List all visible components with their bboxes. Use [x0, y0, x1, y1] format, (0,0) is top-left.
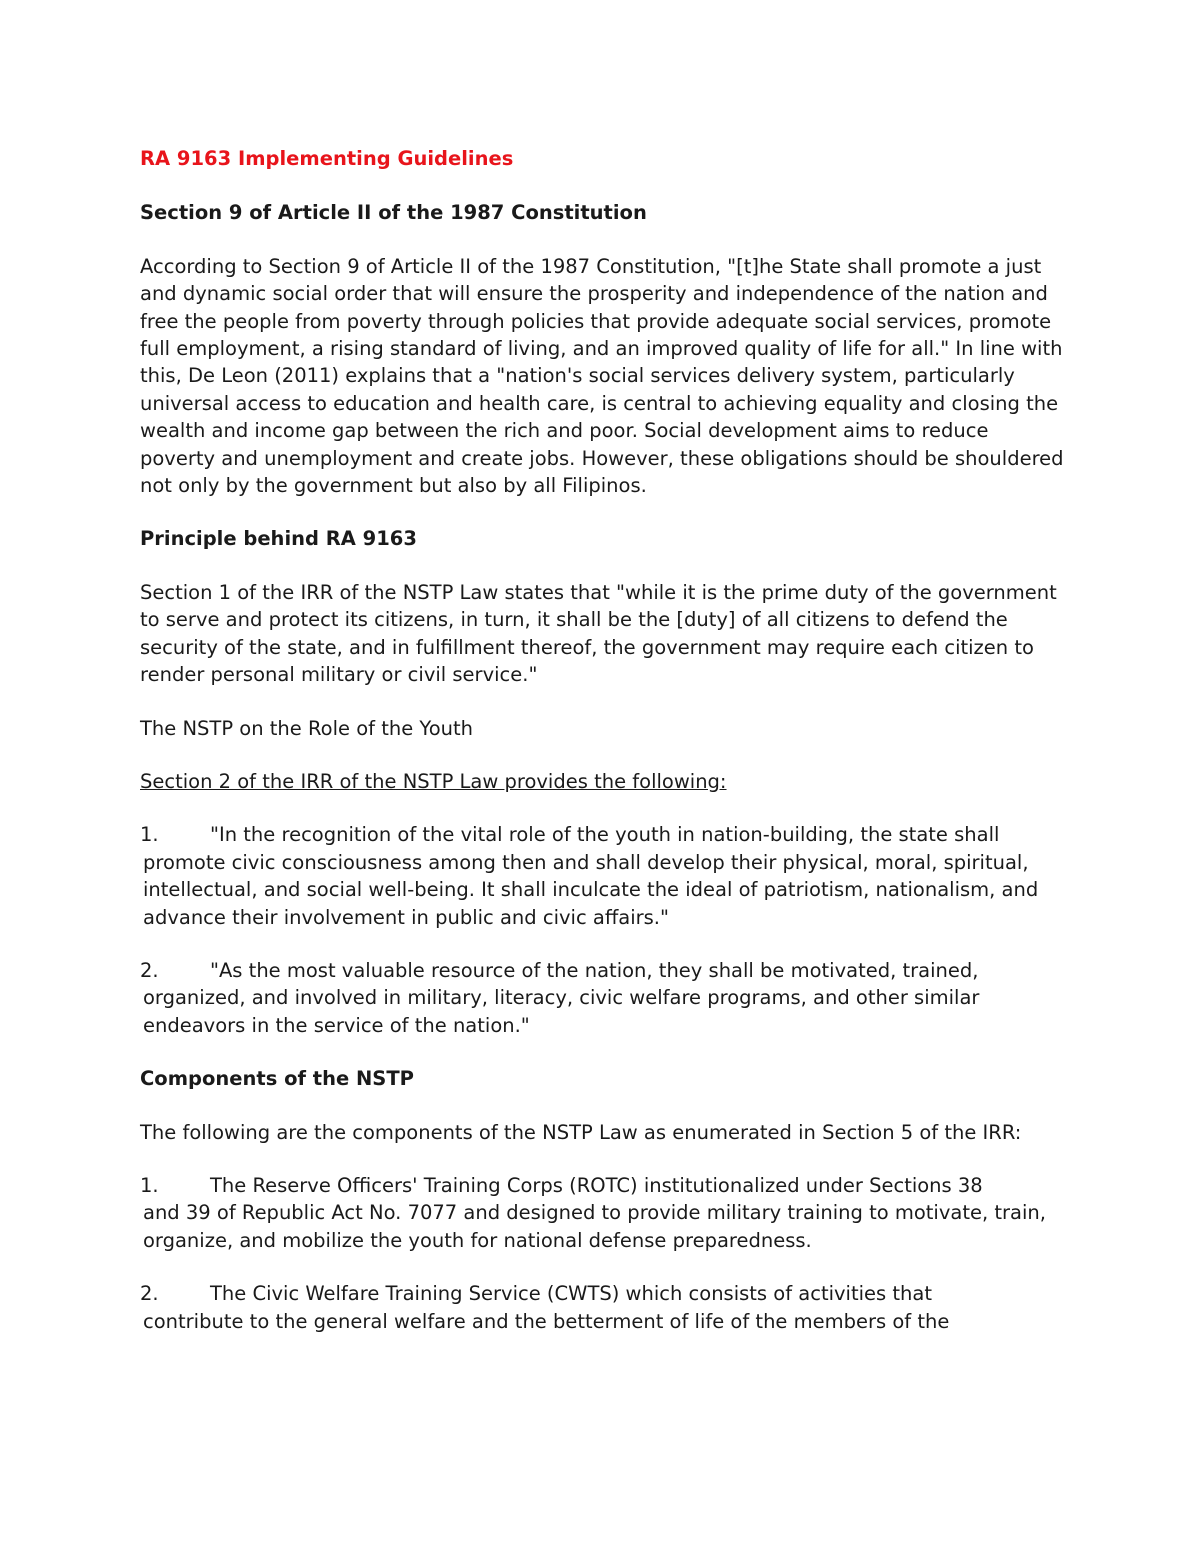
document-title: RA 9163 Implementing Guidelines — [140, 147, 514, 170]
section-heading-constitution: Section 9 of Article II of the 1987 Constitution — [140, 201, 647, 225]
list-item-continuation: and 39 of Republic Act No. 7077 and designed to provide military training to motivate, train, organize, and mobilize the youth for national defense preparedness. — [143, 1201, 1046, 1252]
list-number: 1. — [140, 1173, 159, 1197]
paragraph-principle: Section 1 of the IRR of the NSTP Law states that "while it is the prime duty of the government to serve and protect its citizens, in turn, it shall be the [duty] of all citizens to defend the security of the state, and in fulfillment thereof, the government may require each citizen to render personal military or civil service." — [140, 580, 1057, 687]
list-item-continuation: contribute to the general welfare and the betterment of life of the members of the — [143, 1309, 950, 1333]
list-number: 2. — [140, 958, 159, 982]
list-item-continuation: promote civic consciousness among then and shall develop their physical, moral, spiritual, intellectual, and social well-being. It shall inculcate the ideal of patriotism, nationalism, and advance their involvement in public and civic affairs." — [143, 850, 1039, 929]
section-heading-youth-role: The NSTP on the Role of the Youth — [140, 716, 474, 740]
list-item — [140, 821, 1065, 931]
section-heading-principle: Principle behind RA 9163 — [140, 527, 417, 551]
list-item-first-line: "As the most valuable resource of the nation, they shall be motivated, trained, — [210, 958, 979, 982]
paragraph-components-intro: The following are the components of the NSTP Law as enumerated in Section 5 of the IRR: — [140, 1120, 1022, 1144]
list-item — [140, 1172, 1065, 1254]
list-item-first-line: The Reserve Officers' Training Corps (ROTC) institutionalized under Sections 38 — [210, 1173, 983, 1197]
list-item-continuation: organized, and involved in military, literacy, civic welfare programs, and other similar endeavors in the service of the nation." — [143, 986, 980, 1037]
section-heading-components: Components of the NSTP — [140, 1067, 414, 1091]
list-item-first-line: The Civic Welfare Training Service (CWTS) which consists of activities that — [210, 1282, 932, 1306]
list-number: 1. — [140, 823, 159, 847]
list-item-first-line: "In the recognition of the vital role of the youth in nation-building, the state shall — [210, 823, 1000, 847]
paragraph-constitution: According to Section 9 of Article II of the 1987 Constitution, "[t]he State shall promote a just and dynamic social order that will ensure the prosperity and independence of the nation and free the people from poverty through policies that provide adequate social services, promote full employment, a rising standard of living, and an improved quality of life for all." In line with this, De Leon (2011) explains that a "nation's social services delivery system, particularly universal access to education and health care, is central to achieving equality and closing the wealth and income gap between the rich and poor. Social development aims to reduce poverty and unemployment and create jobs. However, these obligations should be shouldered not only by the government but also by all Filipinos. — [140, 254, 1064, 498]
list-item — [140, 1280, 1065, 1335]
list-item — [140, 957, 1065, 1039]
document-page — [140, 145, 1065, 1361]
section-subheading-irr-section2: Section 2 of the IRR of the NSTP Law provides the following: — [140, 769, 727, 793]
list-number: 2. — [140, 1282, 159, 1306]
